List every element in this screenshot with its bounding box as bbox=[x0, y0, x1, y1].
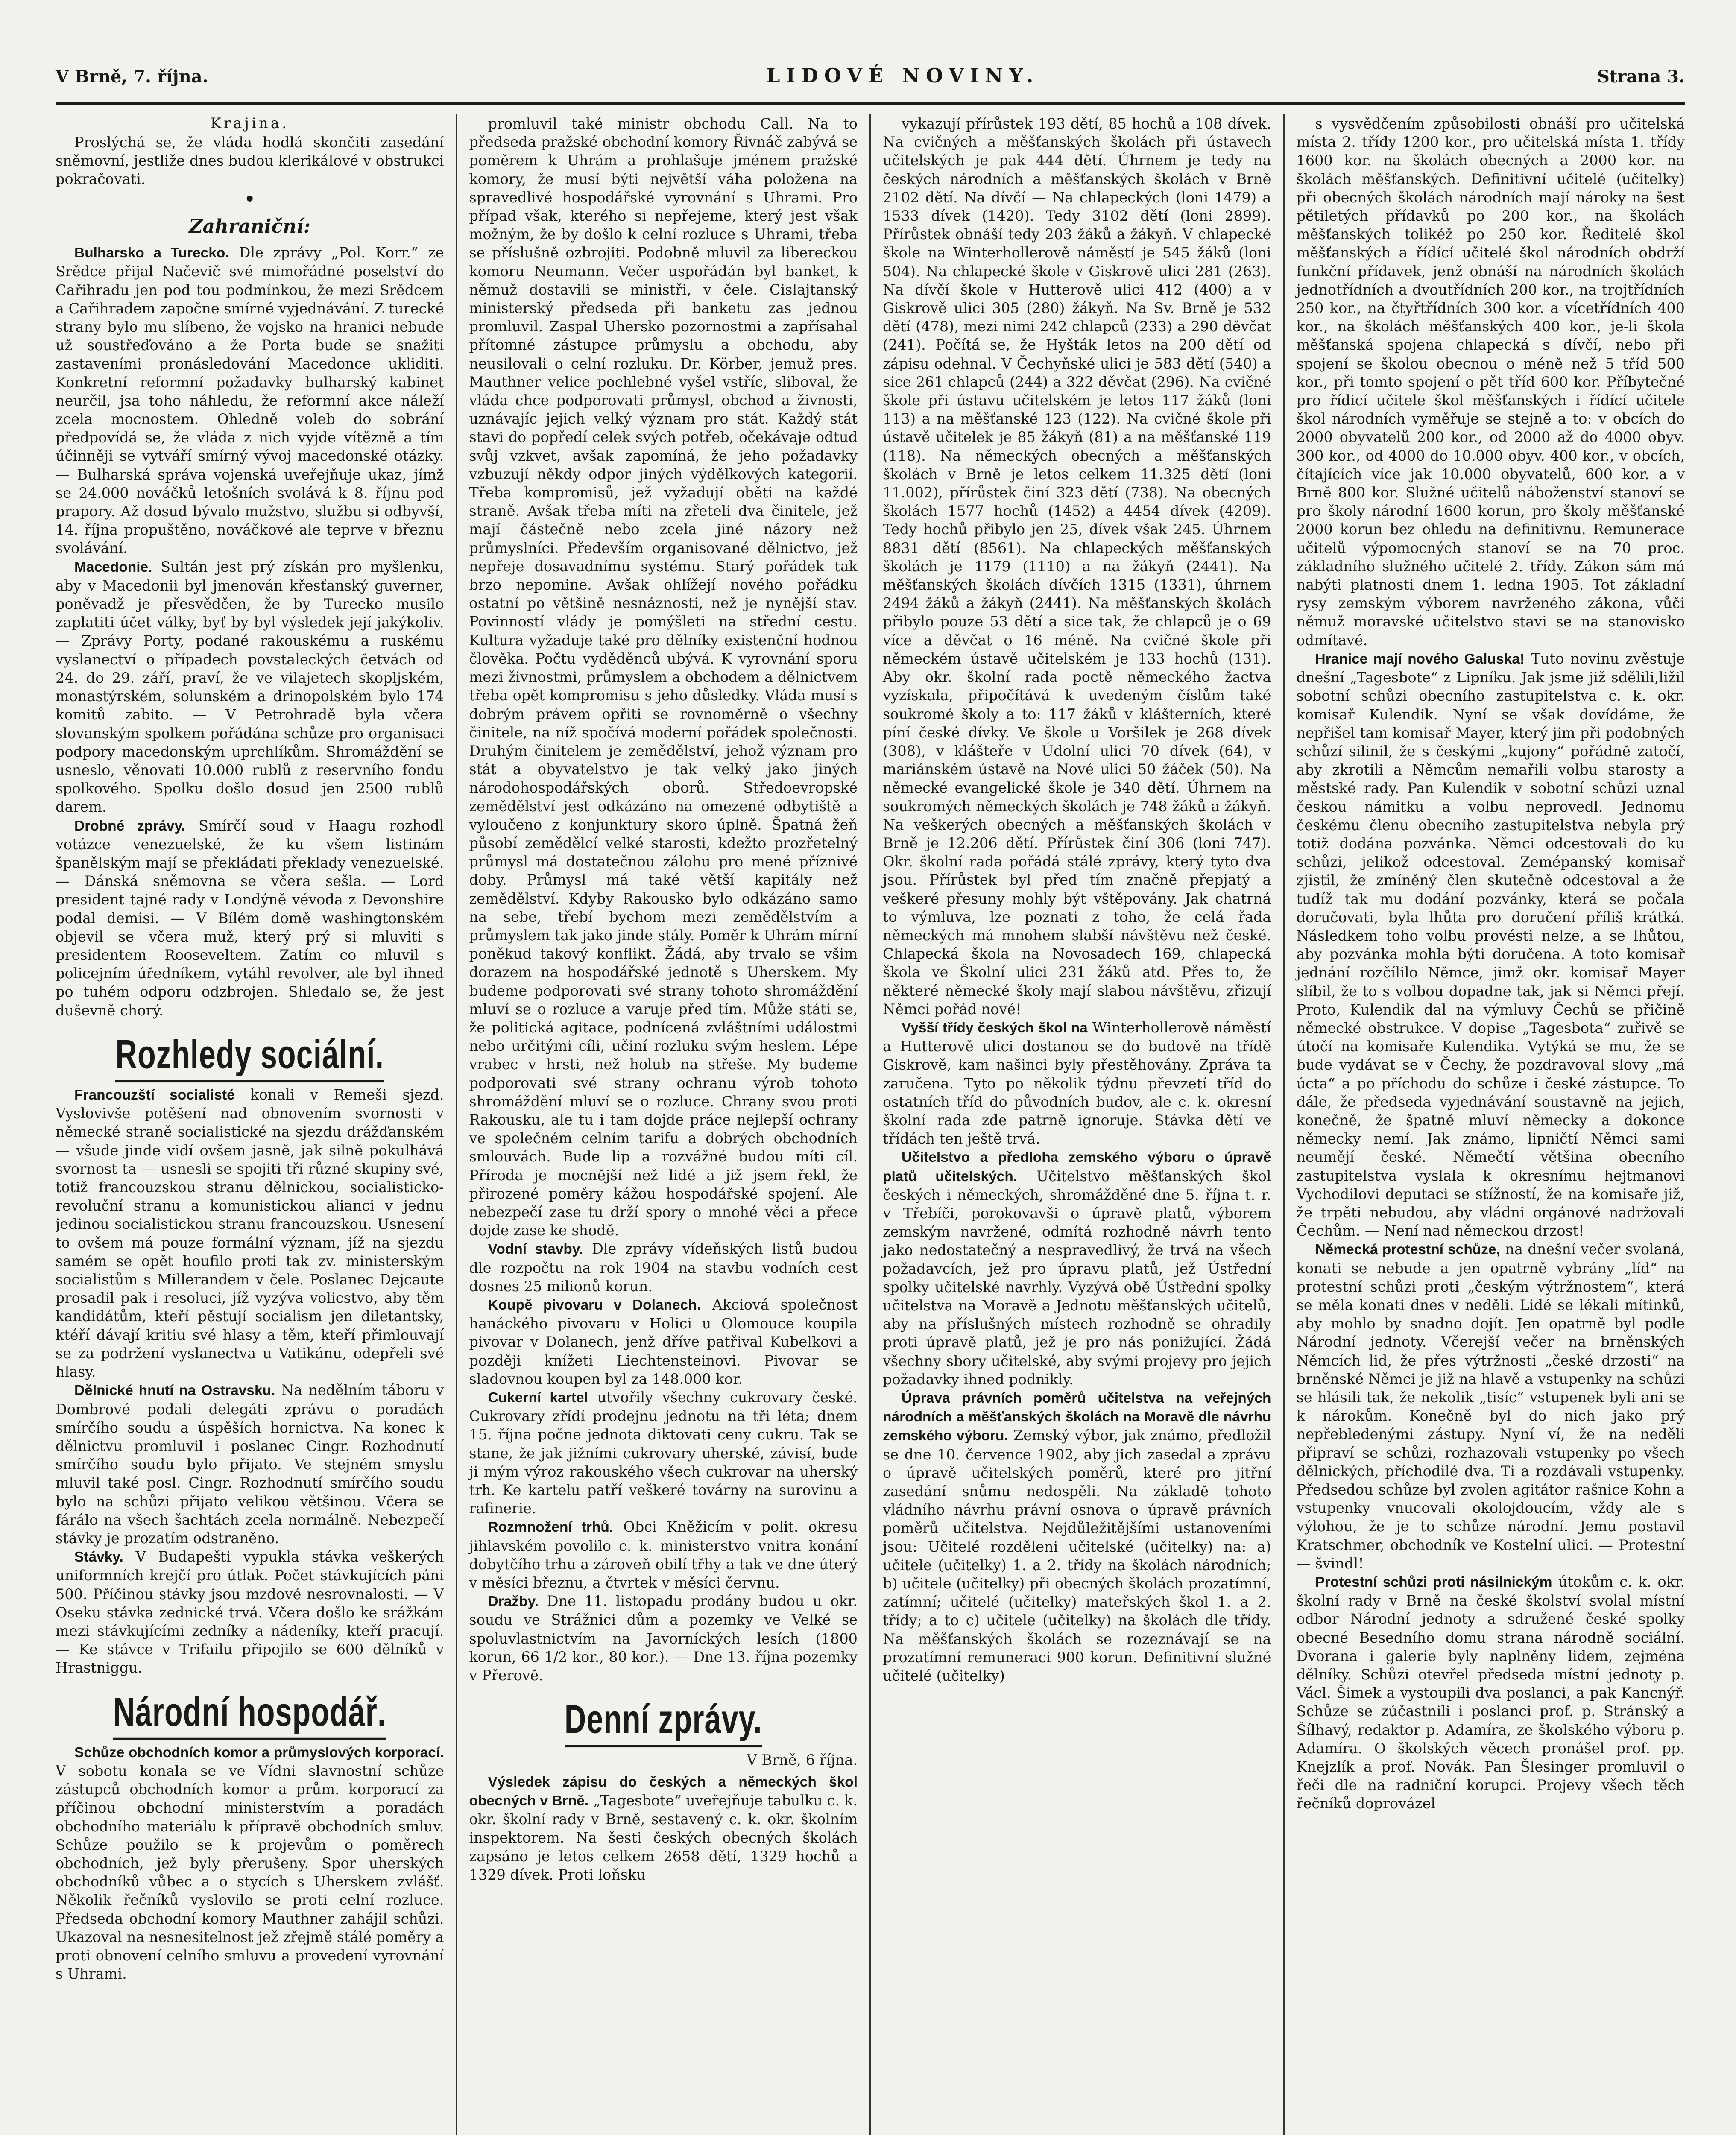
ucitelstvo-lead: Učitelstvo a předloha zemského výboru o úpravě platů učitelských. bbox=[883, 1149, 1271, 1184]
bulharsko-article bbox=[56, 243, 444, 557]
koupe-text: Akciová společnost hanáckého pivovaru v Holici u Olomouce koupila pivovar v Dolanech, jenž dříve patřival Kubelkovi a později knížeti Liechtensteinovi. Pivovar se sladovnou koupen byl za 148.000 kor. bbox=[469, 1296, 858, 1387]
page-number: Strana 3. bbox=[1597, 67, 1685, 87]
drazby-text: Dne 11. listopadu prodány budou u okr. soudu ve Strážnici dům a pozemky ve Velké se spoluvlastnictvím na Javorníckých lesích (1800 korun, 66 1/2 kor., 80 kor.). — Dne 13. října pozemky v Přerově. bbox=[469, 1593, 858, 1684]
delnicke-lead: Dělnické hnutí na Ostravsku. bbox=[74, 1383, 275, 1399]
hranice-lead: Hranice mají nového Galuska! bbox=[1315, 651, 1525, 667]
uprava-lead: Úprava právních poměrů učitelstva na veřejných národních a měšťanských školách na Moravě dle návrhu zemského výboru. bbox=[883, 1390, 1271, 1444]
vyssi-lead: Vyšší třídy českých škol na bbox=[902, 1020, 1088, 1036]
protestni-article bbox=[1297, 1573, 1685, 1813]
macedonie-article bbox=[56, 558, 444, 816]
macedonie-lead: Macedonie. bbox=[74, 559, 152, 575]
stavky-lead: Stávky. bbox=[74, 1549, 123, 1565]
column-4 bbox=[1283, 114, 1685, 2135]
masthead-title: LIDOVÉ NOVINY. bbox=[766, 64, 1039, 87]
text-columns bbox=[56, 114, 1685, 2135]
narodni-hospodar-heading bbox=[56, 1686, 444, 1738]
stavky-text: V Budapešti vypukla stávka veškerých uniformních krejčí pro útlak. Počet stávkujících páni 500. Příčinou stávky jsou mzdové nesrovnalosti. — V Oseku stávka zednické trvá. Včera došlo ke srážkám mezi stávkujícími zedníky a nádeníky, kteří pracují. — Ke stávce v Trifailu připojilo se 600 dělníků v Hrastniggu. bbox=[56, 1548, 444, 1676]
cukerni-article bbox=[469, 1388, 858, 1518]
drobne-text: Smírčí soud v Haagu rozhodl votázce venezuelské, že ku všem listinám španělským mají se překládati překlady venezuelské. — Dánská sněmovna se včera sešla. — Lord president tajné rady v Londýně vévoda z Devonshire podal demisi. — V Bílém domě washingtonském objevil se včera muž, který prý si mluviti s presidentem Rooseveltem. Zatím co mluvil s policejním úředníkem, vytáhl revolver, ale byl ihned po tuhém odporu odzbrojen. Shledalo se, že jest duševně chorý. bbox=[56, 817, 444, 1019]
francouzsti-article bbox=[56, 1085, 444, 1381]
drobne-article bbox=[56, 816, 444, 1020]
column-2 bbox=[456, 114, 870, 2135]
rozmnozeni-article bbox=[469, 1518, 858, 1592]
krajina-heading: Krajina. bbox=[210, 115, 289, 132]
hranice-text: Tuto novinu zvěstuje dnešní „Tagesbote“ z Lipníku. Jak jsme již sdělili,ližil sobotní schůzi obecního zastupitelstva c. k. okr. komisař Kulendik. Nyní se však dovídáme, že nepřišel tam komisař Mayer, který jim při podobných schůzí silinil, že s českými „kujony“ pořádně zatočí, aby zkrotili a Němcům nemařili volbu starosty a městské rady. Pan Kulendik v sobotní schůzi uznal českou námitku a volbu neprovedl. Jednomu českému členu obecního zastupitelstva nebyla prý totiž dodána pozvánka. Němci odcestovali do ku schůzi, jelikož odcestoval. Zemépanský komisař zjistil, že zmíněný člen skutečně odcestoval a že tudíž tak mu dodání pozvánky, která se počala doručovati, byla lhůta pro doručení příliš krátká. Následkem toho volbu provésti nelze, a se lhůtou, aby pozvánka mohla býti doručena. A toto komisař jednání rozčílilo Němce, jimž okr. komisař Mayer slíbil, že to s volbou dopadne tak, jak si Němci přejí. Proto, Kulendik dal na výmluvy Čechů se přičině německé obstrukce. V dopise „Tagesbota“ zuřivě se útočí na komisaře Kulendika. Vytýká se mu, že se bude vydávat se v Čechy, že pozdravoval slovy „má úcta“ a po příchodu do schůze i české zástupce. To dále, že předseda vyjednávání soustavně na jejich, konečně, že špatně mluví německy a dokonce německy nemí. Jak známo, lipničtí Němci sami neumějí české. Němečtí většina obecního zastupitelstva vyslala k okresnímu hejtmanovi Vychodilovi deputaci se stížností, že na komisaře již, že trpěti nebudou, aby vládni orgánové nadržovali Čechům. — Není nad německou drzost! bbox=[1296, 650, 1685, 1240]
koupe-article bbox=[469, 1296, 858, 1388]
continued-salaries: s vysvědčením způsobilosti obnáší pro učitelská místa 2. třídy 1200 kor., pro učitelská místa 1. třídy 1600 kor. na školách obecných a 2000 kor. na školách měšťanských. Definitivní učitelé (učitelky) při obecných školách národních mají nároky na šest pětiletých přídavků po 200 kor., na školách měšťanských tolikéž po 250 kor. Ředitelé škol měšťanských a řídící učitelé škol národních obdrží funkční přídavek, jenž obnáší na národních školách jednotřídních a dvoutřídních 200 kor., na trojtřídních 250 kor., na čtyřtřídních 300 kor. a vícetřídních 400 kor., na školách měšťanských 400 kor., je-li škola měšťanská spojena chlapecká s dívčí, nebo při spojení se školou obecnou o méně než 5 tříd 500 kor., při tomto spojení o pět tříd 600 kor. Příbytečné pro řídicí učitele škol měšťanských i řídící učitele škol národních vyměřuje se stejně a to: v obcích do 2000 obyvatelů 200 kor., od 2000 až do 4000 obyv. 300 kor., od 4000 do 10.000 obyv. 400 kor., v obcích, čítajících více jak 10.000 obyvatelů, 600 kor. a v Brně 800 kor. Služné učitelů náboženství stanoví se pro školy národní 1600 korun, pro školy měšťanské 2000 korun bez ohledu na definitivnu. Remunerace učitelů výpomocných stanoví se na 70 proc. základního služného učitelé 2. třídy. Zákon sám má nabýti platnosti dnem 1. ledna 1905. Tot základní rysy zemským výborem navrženého zákona, vůči němuž moravské učitelstvo stavi se na stanovisko odmítavé. bbox=[1296, 115, 1685, 649]
vysledek-text: „Tagesbote“ uveřejňuje tabulku c. k. okr. školní rady v Brně, sestavený c. k. okr. školním inspektorem. Na šesti českých obecných školách zapsáno je letos celkem 2658 dětí, 1329 hochů a 1329 dívek. Proti loňsku bbox=[469, 1792, 858, 1883]
continued-statistics: vykazují přírůstek 193 dětí, 85 hochů a 108 dívek. Na cvičných a měšťanských školách při ústavech učitelských je pak 444 dětí. Úhrnem je tedy na českých národních a měšťanských školách v Brně 2102 dětí. Na dívčí — Na chlapeckých (loni 1479) a 1533 dívek (1420). Tedy 3102 dětí (loni 2899). Přírůstek obnáší tedy 203 žáků a žákyň. V chlapecké škole na Winterhollerově náměstí je 545 žáků (loni 504). Na chlapecké škole v Giskrově ulici 281 (263). Na dívčí škole v Hutterově ulici 412 (400) a v Giskrově ulici 305 (280) žákyň. Na Sv. Brně je 532 dětí (478), mezi nimi 242 chlapců (233) a 290 děvčat (241). Počítá se, že Hyšták letos na 200 dětí od zápisu odehnal. V Čechyňské ulici je 583 dětí (540) a sice 261 chlapců (244) a 322 děvčat (296). Na cvičné škole při ústavu učitelském je letos 117 žáků (loni 113) a na měšťanské 123 (122). Na cvičné škole při ústavě učitelek je 85 žákyň (81) a na měšťanské 119 (118). Na německých obecných a měšťanských školách v Brně je letos celkem 11.325 dětí (loni 11.002), přírůstek činí 323 dětí (738). Na obecných školách 1577 hochů (1452) a 4454 dívek (4209). Tedy hochů přibylo jen 25, dívek však 245. Úhrnem 8831 dětí (8561). Na chlapeckých měšťanských školách je 1179 (1110) a na žákyň (2441). Na měšťanských školách dívčích 1315 (1331), úhrnem 2494 žáků a žákyň (2441). Na měšťanských školách přibylo pouze 53 dětí a sice tak, že chlapců je o 69 více a děvčat o 16 méně. Na cvičné škole při německém ústavě učitelském je 133 hochů (131). Aby okr. školní rada poctě německého žactva vyzískala, připočítává k uvedeným číslům také soukromé školy a to: 117 žáků v klášterních, které píní české dívky. Ve škole u Voršilek je 268 dívek (308), v klášteře v Údolní ulici 70 dívek (64), v mariánském ústavě na Nové ulici 50 žáček (50). Na německé evangelické škole je 340 dětí. Úhrnem na soukromých německých školách je 748 žáků a žákyň. Na veškerých obecných a měšťanských školách v Brně je 12.206 dětí. Přírůstek činí 306 (loni 747). Okr. školní rada pořádá stálé zprávy, který tyto dva jsou. Přírůstek byl před tím značně přepjatý a veškeré přesuny mohly být vštěpovány. Jak chatrná to výmluva, lze poznati z toho, že celá řada německých má mnohem slabší návštěvu než české. Chlapecká škola na Novosadech 169, chlapecká škola ve Školní ulici 231 žáků atd. Přes to, že některé německé školy mají slabou návštěvu, zřizují Němci pořád nové! bbox=[883, 115, 1271, 1018]
separator-bullet: • bbox=[244, 189, 255, 210]
vyssi-article bbox=[883, 1018, 1271, 1148]
rozhledy-heading-text: Rozhledy sociální. bbox=[115, 1032, 384, 1082]
protestni-text: útokům c. k. okr. školní rady v Brně na české školství svolal místní odbor Národní jednoty a sdružené české spolky obecné Besedního domu strana národně sociální. Dvorana i galerie byly naplněny lidem, zejména dělníky. Schůzi otevřel předseda místní jednoty p. Václ. Šimek a vystoupili dva poslanci, a pak Kancnýř. Schůze se zúčastnili i poslanci prof. p. Stránský a Šílhavý, redaktor p. Adamíra, ze školského výboru p. Adamíra. O školských věcech pronášel prof. pp. Knejzlík a prof. Novák. Pan Šlesinger promluvil o řeči dle na radniční korupci. Projevy všech těch řečníků doprovázel bbox=[1296, 1573, 1685, 1812]
rozmnozeni-text: Obci Kněžicím v polit. okresu jihlavském povolilo c. k. ministerstvo vnitra konání dobytčího trhu a zároveň obilí třhy a tak ve dne úterý v měsíci březnu, a čtvrtek v měsíci červnu. bbox=[469, 1518, 858, 1591]
denni-zpravy-heading bbox=[469, 1693, 858, 1745]
rozmnozeni-lead: Rozmnožení trhů. bbox=[488, 1519, 614, 1535]
narodni-heading-text: Národní hospodář. bbox=[113, 1689, 386, 1740]
continued-article: promluvil také ministr obchodu Call. Na to předseda pražské obchodní komory Řivnáč zabývá se poměrem k Uhrám a prohlašuje jménem pražské komory, že musí býti největší váha položena na spravedlivé hospodářské vyrovnání s Uhrami. Pro případ však, kterého si nepřejeme, který jest však možným, že by došlo k celní rozluce s Uhrami, třeba se příslušně ozbrojiti. Podobně mluvil za libereckou komoru Neumann. Večer uspořádán byl banket, k němuž dostavili se ministři, v čele. Cislajtanský ministerský předseda při banketu zas jednou promluvil. Zaspal Uhersko pozornostmi a zapřísahal přítomné zástupce průmyslu a obchodu, aby neusilovali o celní rozluku. Dr. Körber, jemuž pres. Mauthner velice pochlebné vyšel vstříc, sliboval, že vláda chce podporovati průmysl, obchod a živnosti, uznávajíc jejich velký význam pro stát. Každý stát stavi do popředí celek svých potřeb, očekávaje odtud svůj vzkvet, avšak zapomíná, že jeho požadavky vzbuzují někdy odpor jiných výdělkových kategorií. Třeba kompromisů, jež vyžadují oběti na každé straně. Avšak třeba míti na zřeteli dva činitele, jež mají částečně nebo zcela jiné názory než průmyslníci. Především organisované dělnictvo, jež nepřeje dosavadnímu systému. Starý pořádek tak brzo nepomine. Avšak ohlížejí nového pořádku ostatní po většině nesnáznosti, než je nynější stav. Povinností vlády je pomýšleti na střední cestu. Kultura vyžaduje také pro dělníky existenční hodnou člověka. Počtu vyděděnců ubývá. K vyrovnání sporu mezi živnostmi, průmyslem a obchodem a dělnictvem třeba opět kompromisu s jeho důsledky. Vláda musí s dobrým právem opřiti se rovnoměrně o všechny činitele, na níž spočívá moderní pořádek společnosti. Druhým činitelem je zemědělství, jehož význam pro stát a obyvatelstvo je tak velký jako jiných národohospodářských oborů. Středoevropské zemědělství jest odkázáno na omezené odbytiště a vyloučeno z konjunktury skoro úplně. Špatná žeň působí zemědělcí velké starosti, kdežto prozřetelný průmysl má dostatečnou zálohu pro mené příznivé doby. Průmysl má také větší kapitály než zemědělství. Kdyby Rakousko bylo odkázáno samo na sebe, třebí bychom mezi zemědělstvím a průmyslem tak jako jinde stály. Poměr k Uhrám mírní poněkud takový konflikt. Žádá, aby trvalo se všim dorazem na hospodářské jednotě s Uherskem. My budeme podporovati své strany tohoto shromáždění mluví se o rozluce a varuje před tím. Může státi se, že politická agitace, podnícená zvláštními událostmi nebo určitými cíli, učiní rozluku svým heslem. Lépe vrabec v hrsti, než holub na střeše. My budeme podporovati své strany ochranu výrob tohoto shromáždění mluví se o rozluce. Chrany svou proti Rakousku, ale tu i tam dojde práce nejlepší ochrany ve společném celním tarifu a dobrých obchodních smlouvách. Bude lip a rozvážné budou míti cíl. Příroda je mocnější než lidé a již jsem řekl, že přirozené poměry kážou hospodářské spojení. Ale nebezpečí zase tu drží spory o mnohé věci a přece dojde zase ke shodě. bbox=[469, 115, 858, 1239]
column-3 bbox=[869, 114, 1283, 2135]
nemecka-text: na dnešní večer svolaná, konati se nebude a jen opatrně vybrány „líd“ na protestní schůzi proti „českým výtržnostem“, která se měla konati dnes v neděli. Lidé se lékali mítinků, aby mohlo by snadno dojít. Jen opatrně byl podle Národní jednoty. Včerejší večer na brněnských Němcích lid, že přes výtržnosti „české drzosti“ na brněnské Němci je již na hlavě a vstupenky na schůzi se hlásili tak, že nekolik „tisíc“ vstupenek byli ani se k nárokům. Konečně byl do nich jako prý nepřebledenými zástupy. Nyní ví, že na neděli připraví se schůzi, rozhazovali vstupenky po všech dělnických, příchodilé dva. Ti a rozdávali vstupenky. Předsedou schůze byl zvolen agitátor rašnice Kohn a vstupenky vnucovali okolojdoucím, vždy ale s výlohou, že je to schůze národní. Jemu postavil Kratschmer, obchodník ve Kostelní ulici. — Protestní — švindl! bbox=[1296, 1241, 1685, 1572]
schuze-text: V sobotu konala se ve Vídni slavnostní schůze zástupců obchodních komor a prům. korporací za příčinou obchodní ministerstvím a poradách obchodního materiálu k přípravě obchodních smluv. Schůze použilo se k projevům o poměrech obchodních, jež byly přerušeny. Spor uherských obchodníků vůbec a o stycích s Uherskem zvlášť. Několik řečníků vyslovilo se proti celní rozluce. Předseda obchodní komory Mauthner zahájil schůzi. Ukazoval na nesnesitelnost jež zřejmě stálé poměry a proti obnovení celního smluvu a provedení vyrovnání s Uhrami. bbox=[56, 1763, 444, 1983]
cukerni-text: utvořily všechny cukrovary české. Cukrovary zřídí prodejnu jednotu na tři léta; dnem 15. října počne jednota diktovati ceny cukru. Tak se stane, že jak jižními cukrovary uherské, závisí, bude ji mým výroz rakouského všech cukrovar na uherský trh. Ke kartelu patří veškeré továrny na surovinu a rafinerie. bbox=[469, 1389, 858, 1517]
vodni-article bbox=[469, 1240, 858, 1296]
krajina-article: Proslýchá se, že vláda hodlá skončiti zasedání sněmovní, jestliže dnes budou klerikálové v obstrukci pokračovati. bbox=[56, 134, 444, 188]
nemecka-lead: Německá protestní schůze, bbox=[1315, 1242, 1500, 1258]
francouzsti-lead: Francouzští socialisté bbox=[74, 1087, 235, 1103]
uprava-text: Zemský výbor, jak známo, předložil se dne 10. července 1902, aby jich zasedal a zprávu o úpravě učitelských poměrů, které pro jitřní zasedání snůmu nedospěli. Na základě tohoto vládního návrhu právní osnova o úpravě právních poměrů učitelstva. Nejdůležitějšími ustanoveními jsou: Učitelé rozděleni učitelské (učitelky) na: a) učitele (učitelky) 1. a 2. třídy na školách národních; b) učitele (učitelky) při obecných školách prozatímní, zatímní; učitelé (učitelky) mateřských škol 1. a 2. třídy; a to c) učitele (učitelky) na školách dle třídy. Na měšťanských školách se rozeznávají se na prozatímní remuneraci 900 korun. Definitivní služné učitelé (učitelky) bbox=[883, 1427, 1271, 1685]
zahranici-heading: Zahraniční: bbox=[189, 216, 311, 238]
bulharsko-lead: Bulharsko a Turecko. bbox=[74, 245, 229, 261]
dateline: V Brně, 6 října. bbox=[747, 1751, 858, 1768]
hranice-article bbox=[1297, 649, 1685, 1240]
delnicke-text: Na nedělním táboru v Dombrové podali delegáti zprávu o poradách smírčího soudu a úspěších hornictva. Na konec k dělnictvu promluvil i poslanec Cingr. Rozhodnutí smírčího soudu bylo přijato. Ve stejném smyslu mluvil také posl. Cingr. Rozhodnutí smírčího soudu bylo na schůzi přijato velikou většinou. Včera se fárálo na všech šachtách zcela normálně. Nebezpečí stávky je prozatím odstraněno. bbox=[56, 1382, 444, 1547]
schuze-lead: Schůze obchodních komor a průmyslových korporací. bbox=[74, 1744, 444, 1761]
protestni-lead: Protestní schůzi proti násilnickým bbox=[1315, 1574, 1552, 1591]
stavky-article bbox=[56, 1547, 444, 1677]
denni-heading-text: Denní zprávy. bbox=[565, 1697, 762, 1748]
ucitelstvo-article bbox=[883, 1148, 1271, 1389]
drobne-lead: Drobné zprávy. bbox=[74, 818, 185, 834]
vodni-text: Dle zprávy vídeňských listů budou dle rozpočtu na rok 1904 na stavbu vodních cest dosnes 25 milionů korun. bbox=[469, 1240, 858, 1295]
vyssi-text: Winterhollerově náměstí a Hutterově ulici dostanou se do budově na třídě Giskrově, kam našinci byly přestěhovány. Zpráva ta zaručena. Tyto po několik týdnu převzetí tříd do ostatních tříd do původních budov, ale c. k. okresní školní rada zde patrně ignoruje. Stávka dětí ve třídách ten ještě trvá. bbox=[883, 1019, 1271, 1147]
vysledek-lead: Výsledek zápisu do českých a německých škol obecných v Brně. bbox=[469, 1774, 858, 1809]
column-1 bbox=[56, 114, 456, 2135]
vysledek-article bbox=[469, 1772, 858, 1884]
ucitelstvo-text: Učitelstvo měšťanských škol českých i německých, shromážděné dne 5. října t. r. v Třebíči, porokovavši o úpravě platů, výborem zemským navržené, odmítá rozhodně návrh tento jako nedostatečný a nespravedlivý, že trvá na všech požadavcích, jež pro úpravu platů, jež Ústřední spolky učitelské navrhly. Vyzývá obě Ústřední spolky učitelstva na Moravě a Jednotu měšťanských učitelů, aby na příslušných místech rozhodně se ohradily proti úpravě platů, jež je pro nás ponižující. Žádá všechny sbory učitelské, aby svými projevy pro jejich požadavky ihned podnikly. bbox=[883, 1167, 1271, 1388]
schuze-article bbox=[56, 1743, 444, 1983]
bulharsko-text: Dle zprávy „Pol. Korr.“ ze Srědce přijal Načevič své mimořádné poselství do Cařihradu jen pod tou podmínkou, že mezi Srědcem a Cařihradem započne smírné vyjednávání. Z turecké strany bylo mu slíbeno, že vojsko na hranici nebude už soustřeďováno a že Porta bude se snažiti zastaveními pronásledování Macedonce ukliditi. Konkretní reformní požadavky bulharský kabinet neurčil, jsa toho náhledu, že reformní akce náleží zcela mocnostem. Ohledně voleb do sobrání předpovídá se, že vláda z nich vyjde vítězně a tím účinněji se vytváří smírný vývoj macedonské otázky. — Bulharská správa vojenská uveřejňuje ukaz, jímž se 24.000 nováčků letošních svolává k 8. říjnu pod prapory. Až dosud bývalo mužstvo, službu si odbyvší, 14. října propuštěno, nováčkové ale teprve v březnu svolávání. bbox=[56, 244, 444, 557]
vodni-lead: Vodní stavby. bbox=[488, 1241, 583, 1258]
page-header bbox=[56, 64, 1685, 98]
header-rule bbox=[56, 102, 1685, 105]
francouzsti-text: konali v Remeši sjezd. Vyslovivše potěšení nad obnovením svornosti v německé straně socialistické na sjezdu drážďanském — všude jinde vidí ovšem jasně, jak silně pokulhává svornost ta — usnesli se spojiti tři různé skupiny své, totiž francouzskou stranu dělnickou, socialisticko-revoluční stranu a komunistickou alianci v jednu jedinou socialistickou stranu francouzskou. Usnesení to ovšem má pouze formální význam, jíž na sjezdu samém se opět houfilo proti tak zv. ministerským socialistům s Millerandem v čele. Poslanec Dejcaute prosadil pak i resoluci, jíž vyzýva volicstvo, aby těm kandidátům, kteří pěstují socialism jen diletantsky, ktéří dávají kritiu své hlasy a těm, kteří přimlouvají se za podržení vyslanectva u Vatikánu, odepřeli své hlasy. bbox=[56, 1086, 444, 1380]
koupe-lead: Koupě pivovaru v Dolanech. bbox=[488, 1297, 701, 1313]
macedonie-text: Sultán jest prý získán pro myšlenku, aby v Macedonii byl jmenován křesťanský guverner, poněvadž je přesvědčen, že by Turecko musilo zaplatiti účet války, byť by byl výsledek její jakýkoliv. — Zprávy Porty, podané rakouskému a ruskému vyslanectví o případech povstaleckých četvách od 24. do 29. září, praví, že ve vilajetech skopljském, monastýrském, solunském a drinopolském bylo 174 komitů zabito. — V Petrohradě byla včera slovanským spolkem pořádána schůze pro organisaci podpory macedonským uprchlíkům. Shromáždění se usneslo, věnovati 10.000 rublů z reservního fondu spolkového. Spolku došlo dosud jen 2500 rublů darem. bbox=[56, 558, 444, 816]
nemecka-article bbox=[1297, 1240, 1685, 1573]
cukerni-lead: Cukerní kartel bbox=[488, 1390, 588, 1406]
rozhledy-heading bbox=[56, 1028, 444, 1080]
header-date: V Brně, 7. října. bbox=[56, 67, 208, 87]
drazby-article bbox=[469, 1592, 858, 1685]
delnicke-article bbox=[56, 1381, 444, 1547]
uprava-article bbox=[883, 1389, 1271, 1685]
drazby-lead: Dražby. bbox=[488, 1594, 539, 1610]
